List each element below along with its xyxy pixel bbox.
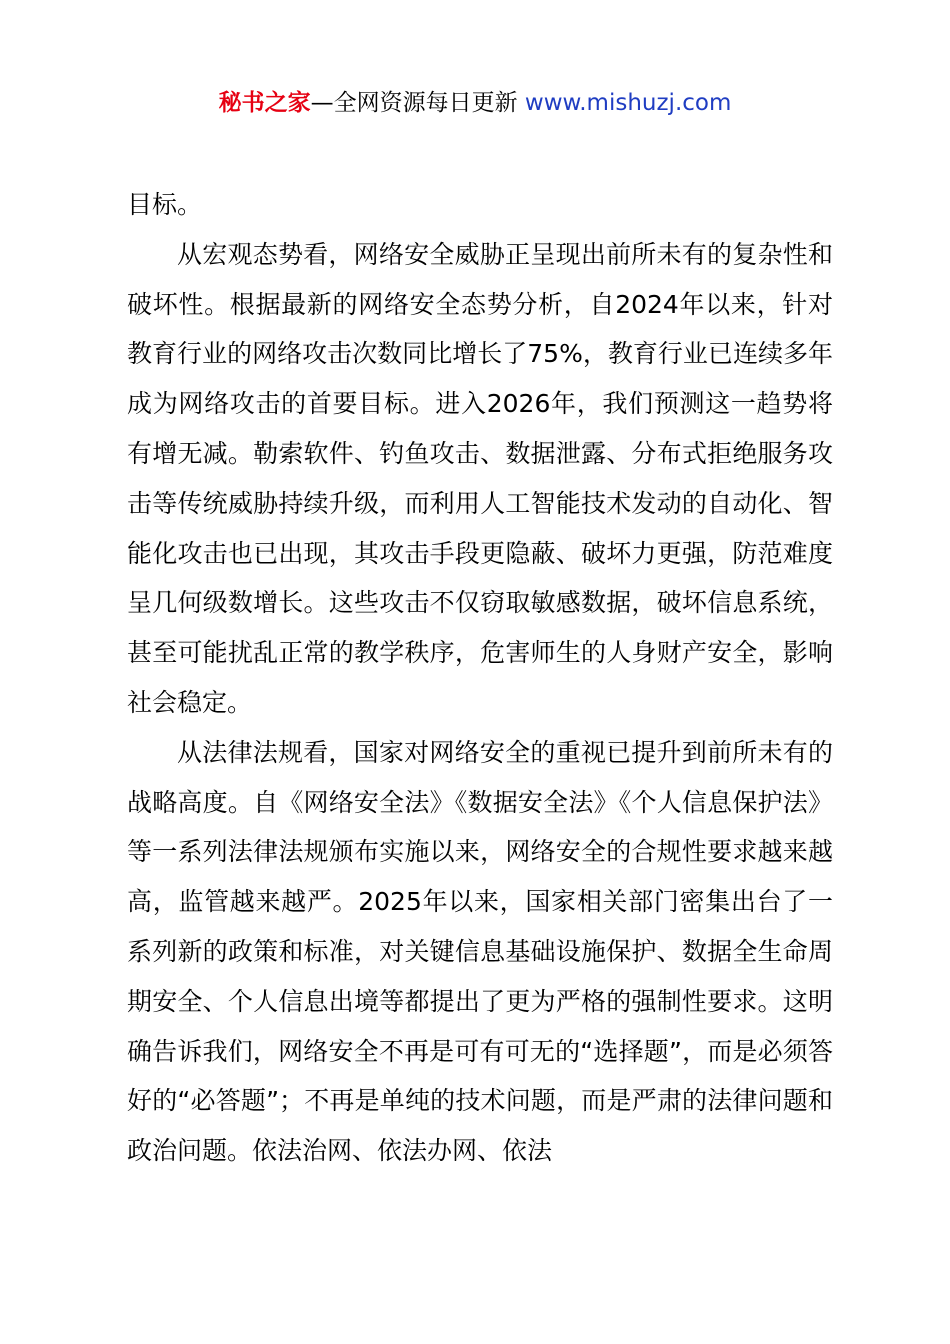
document-body: [127, 180, 833, 1176]
brand-name: 秘书之家: [218, 90, 311, 116]
page-header: [0, 86, 950, 120]
paragraph-laws-regulations: 从法律法规看，国家对网络安全的重视已提升到前所未有的战略高度。自《网络安全法》《数据安全法》《个人信息保护法》等一系列法律法规颁布实施以来，网络安全的合规性要求越来越高，监管越来越严。2025年以来，国家相关部门密集出台了一系列新的政策和标准，对关键信息基础设施保护、数据全生命周期安全、个人信息出境等都提出了更为严格的强制性要求。这明确告诉我们，网络安全不再是可有可无的“选择题”，而是必须答好的“必答题”；不再是单纯的技术问题，而是严肃的法律问题和政治问题。依法治网、依法办网、依法: [127, 737, 833, 1166]
site-url-link[interactable]: www.mishuzj.com: [524, 90, 732, 116]
paragraph-continuation: 目标。: [127, 190, 203, 219]
paragraph-macro-situation: 从宏观态势看，网络安全威胁正呈现出前所未有的复杂性和破坏性。根据最新的网络安全态势分析，自2024年以来，针对教育行业的网络攻击次数同比增长了75%，教育行业已连续多年成为网络攻击的首要目标。进入2026年，我们预测这一趋势将有增无减。勒索软件、钓鱼攻击、数据泄露、分布式拒绝服务攻击等传统威胁持续升级，而利用人工智能技术发动的自动化、智能化攻击也已出现，其攻击手段更隐蔽、破坏力更强，防范难度呈几何级数增长。这些攻击不仅窃取敏感数据，破坏信息系统，甚至可能扰乱正常的教学秩序，危害师生的人身财产安全，影响社会稳定。: [127, 239, 833, 717]
header-tagline: —全网资源每日更新: [310, 90, 525, 116]
